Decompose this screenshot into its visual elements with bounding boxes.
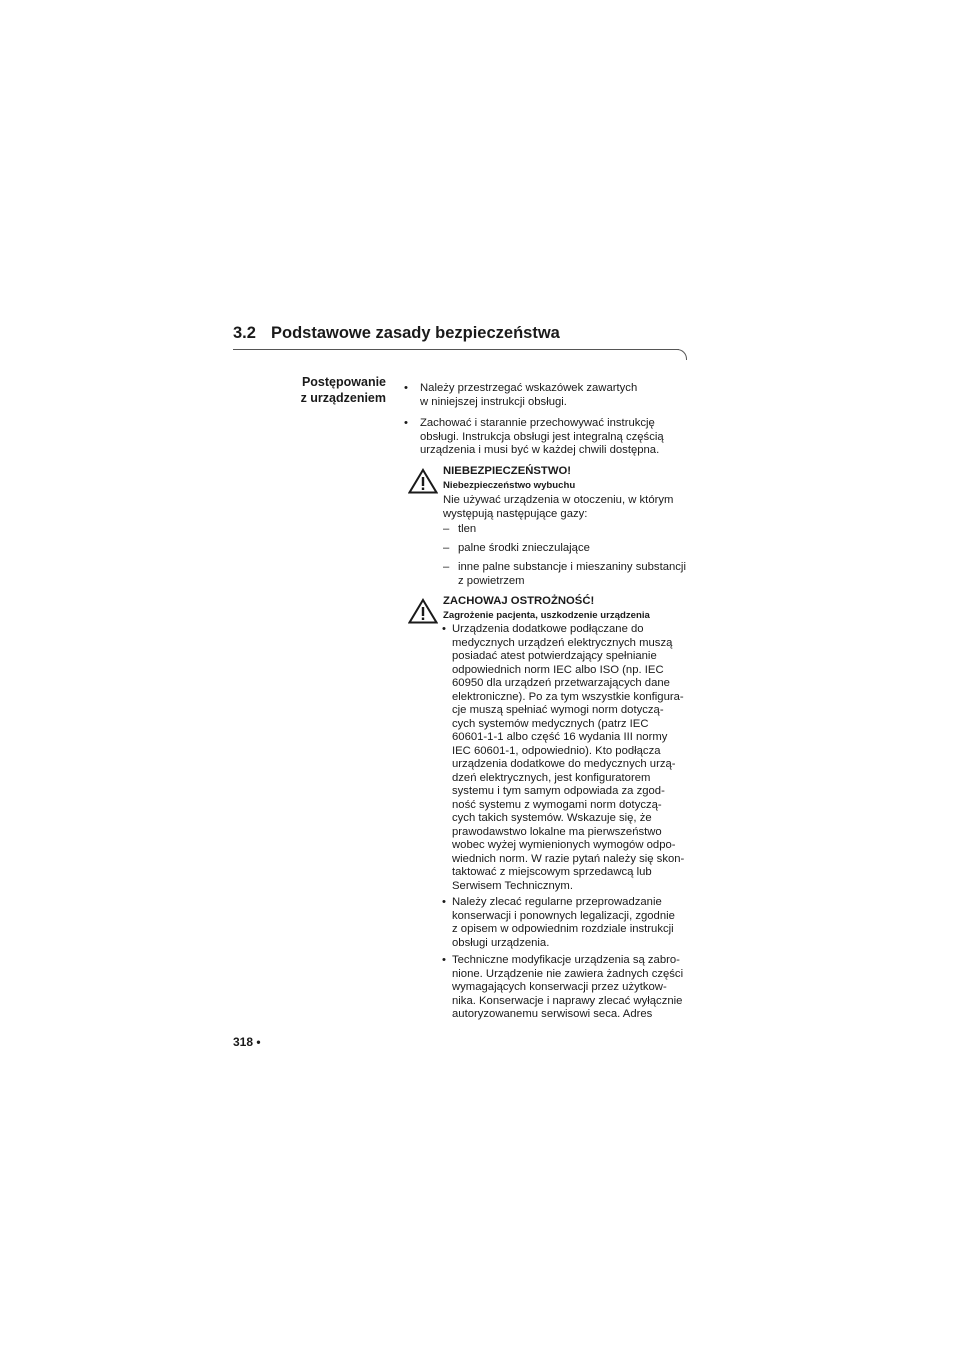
text-line: Techniczne modyfikacje urządzenia są zabro- <box>452 954 680 966</box>
text-line: 60950 dla urządzeń przetwarzających dane <box>452 677 670 689</box>
bullet-marker: • <box>404 417 408 429</box>
text-line: systemu i tym samym odpowiada za zgod- <box>452 785 665 797</box>
danger-subtitle: Niebezpieczeństwo wybuchu <box>443 480 576 491</box>
text-line: posiadać atest potwierdzający spełnianie <box>452 650 657 662</box>
text-line: autoryzowanemu serwisowi seca. Adres <box>452 1008 653 1020</box>
text-line: z powietrzem <box>458 574 525 587</box>
bullet-marker: • <box>442 954 446 966</box>
danger-item-2 <box>458 542 590 556</box>
text-line: Serwisem Technicznym. <box>452 879 573 892</box>
text-line: obsługi urządzenia. <box>452 936 550 949</box>
intro-bullet-2 <box>420 417 664 458</box>
text-line: elektroniczne). Po za tym wszystkie konfigura- <box>452 690 684 703</box>
caution-subtitle: Zagrożenie pacjenta, uszkodzenie urządzenia <box>443 610 650 621</box>
text-line: urządzenia dodatkowe do medycznych urzą- <box>452 758 676 770</box>
sidebar-heading <box>233 375 386 406</box>
sidebar-heading-line-1: Postępowanie <box>301 375 386 389</box>
section-heading <box>233 324 560 343</box>
text-line: medycznych urządzeń elektrycznych muszą <box>452 636 673 649</box>
dash-marker: – <box>443 542 450 554</box>
section-title: Podstawowe zasady bezpieczeństwa <box>271 324 560 342</box>
text-line: IEC 60601-1, odpowiednio). Kto podłącza <box>452 744 661 757</box>
caution-title: ZACHOWAJ OSTROŻNOŚĆ! <box>443 595 595 607</box>
dash-marker: – <box>443 523 450 535</box>
text-line: urządzenia i musi być w każdej chwili dostępna. <box>420 444 660 456</box>
text-line: palne środki znieczulające <box>458 542 590 554</box>
sidebar-heading-line-2: z urządzeniem <box>300 390 386 405</box>
bullet-marker: • <box>442 623 446 635</box>
warning-triangle-icon <box>408 598 438 624</box>
warning-triangle-icon <box>408 468 438 494</box>
text-line: z opisem w odpowiednim rozdziale instrukcji <box>452 923 674 935</box>
heading-rule <box>233 349 679 350</box>
text-line: taktować z miejscowym sprzedawcą lub <box>452 866 652 878</box>
bullet-marker: • <box>404 382 408 394</box>
text-line: cych systemów medycznych (patrz IEC <box>452 717 649 730</box>
text-line: Zachować i starannie przechowywać instrukcję <box>420 417 655 429</box>
text-line: cje muszą spełniać wymogi norm dotyczą- <box>452 704 664 716</box>
section-number: 3.2 <box>233 324 256 342</box>
heading-rule-corner <box>676 349 687 360</box>
danger-item-3 <box>458 561 686 588</box>
text-line: 60601-1-1 albo część 16 wydania III normy <box>452 731 668 743</box>
danger-item-1 <box>458 523 476 537</box>
text-line: konserwacji i ponownych legalizacji, zgodnie <box>452 909 675 922</box>
danger-title: NIEBEZPIECZEŃSTWO! <box>443 465 572 477</box>
text-line: tlen <box>458 523 477 535</box>
text-line: wobec wyżej wymienionych wymogów odpo- <box>452 839 676 851</box>
caution-item-3 <box>452 954 683 1022</box>
text-line: Urządzenia dodatkowe podłączane do <box>452 623 644 635</box>
text-line: w niniejszej instrukcji obsługi. <box>420 395 567 408</box>
text-line: dzeń elektrycznych, jest konfiguratorem <box>452 771 651 784</box>
text-line: Należy zlecać regularne przeprowadzanie <box>452 896 662 908</box>
intro-bullet-1 <box>420 382 637 409</box>
text-line: ność systemu z wymogami norm dotyczą- <box>452 798 662 811</box>
dash-marker: – <box>443 561 450 573</box>
bullet-marker: • <box>442 896 446 908</box>
caution-item-2 <box>452 896 675 950</box>
text-line: nione. Urządzenie nie zawiera żadnych części <box>452 967 684 980</box>
text-line: prawodawstwo lokalne ma pierwszeństwo <box>452 825 662 838</box>
text-line: obsługi. Instrukcja obsługi jest integralną częścią <box>420 430 664 443</box>
text-line: Należy przestrzegać wskazówek zawartych <box>420 382 638 394</box>
text-line: występują następujące gazy: <box>443 507 588 520</box>
danger-text <box>443 494 673 521</box>
text-line: wiednich norm. W razie pytań należy się skon- <box>452 852 685 865</box>
page-number: 318 • <box>233 1035 261 1049</box>
caution-item-1 <box>452 623 684 893</box>
text-line: odpowiednich norm IEC albo ISO (np. IEC <box>452 663 664 676</box>
text-line: cych takich systemów. Wskazuje się, że <box>452 812 652 824</box>
text-line: wymagających konserwacji przez użytkow- <box>452 981 667 993</box>
text-line: Nie używać urządzenia w otoczeniu, w którym <box>443 494 674 506</box>
text-line: nika. Konserwacje i naprawy zlecać wyłącznie <box>452 994 683 1007</box>
text-line: inne palne substancje i mieszaniny substancji <box>458 561 686 573</box>
